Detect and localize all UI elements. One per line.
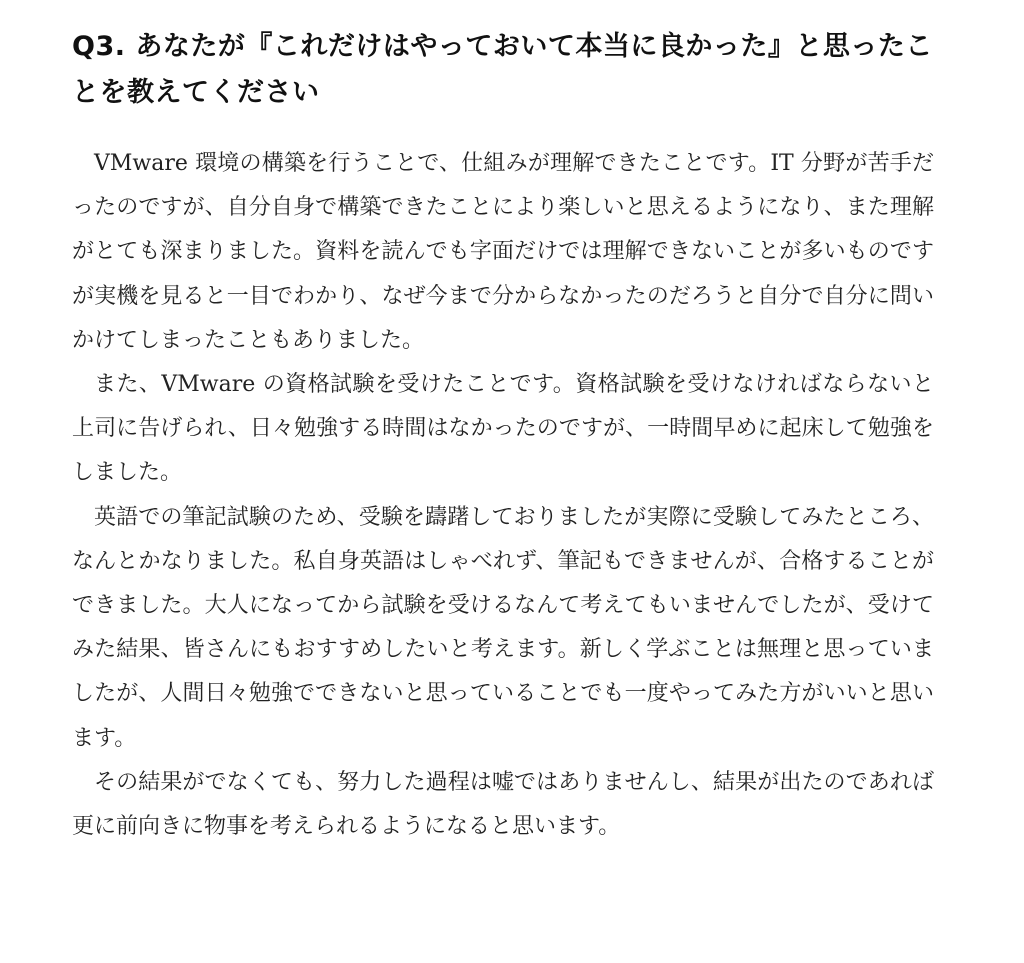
answer-paragraph-3: 英語での筆記試験のため、受験を躊躇しておりましたが実際に受験してみたところ、なんとかなりました。私自身英語はしゃべれず、筆記もできませんが、合格することができました。大人になってから試験を受けるなんて考えてもいませんでしたが、受けてみた結果、皆さんにもおすすめしたいと考えます。新しく学ぶことは無理と思っていましたが、人間日々勉強でできないと思っていることでも一度やってみた方がいいと思います。 — [72, 504, 934, 751]
answer-paragraph-4: その結果がでなくても、努力した過程は嘘ではありませんし、結果が出たのであれば更に前向きに物事を考えられるようになると思います。 — [72, 769, 934, 840]
question-heading: Q3. あなたが『これだけはやっておいて本当に良かった』と思ったことを教えてください — [72, 31, 933, 108]
answer-paragraph-2: また、VMware の資格試験を受けたことです。資格試験を受けなければならないと上司に告げられ、日々勉強する時間はなかったのですが、一時間早めに起床して勉強をしました。 — [72, 372, 934, 486]
answer-body — [72, 142, 934, 849]
answer-paragraph-1: VMware 環境の構築を行うことで、仕組みが理解できたことです。IT 分野が苦手だったのですが、自分自身で構築できたことにより楽しいと思えるようになり、また理解がとても深まりました。資料を読んでも字面だけでは理解できないことが多いものですが実機を見ると一目でわかり、なぜ今まで分からなかったのだろうと自分で自分に問いかけてしまったこともありました。 — [72, 151, 934, 353]
